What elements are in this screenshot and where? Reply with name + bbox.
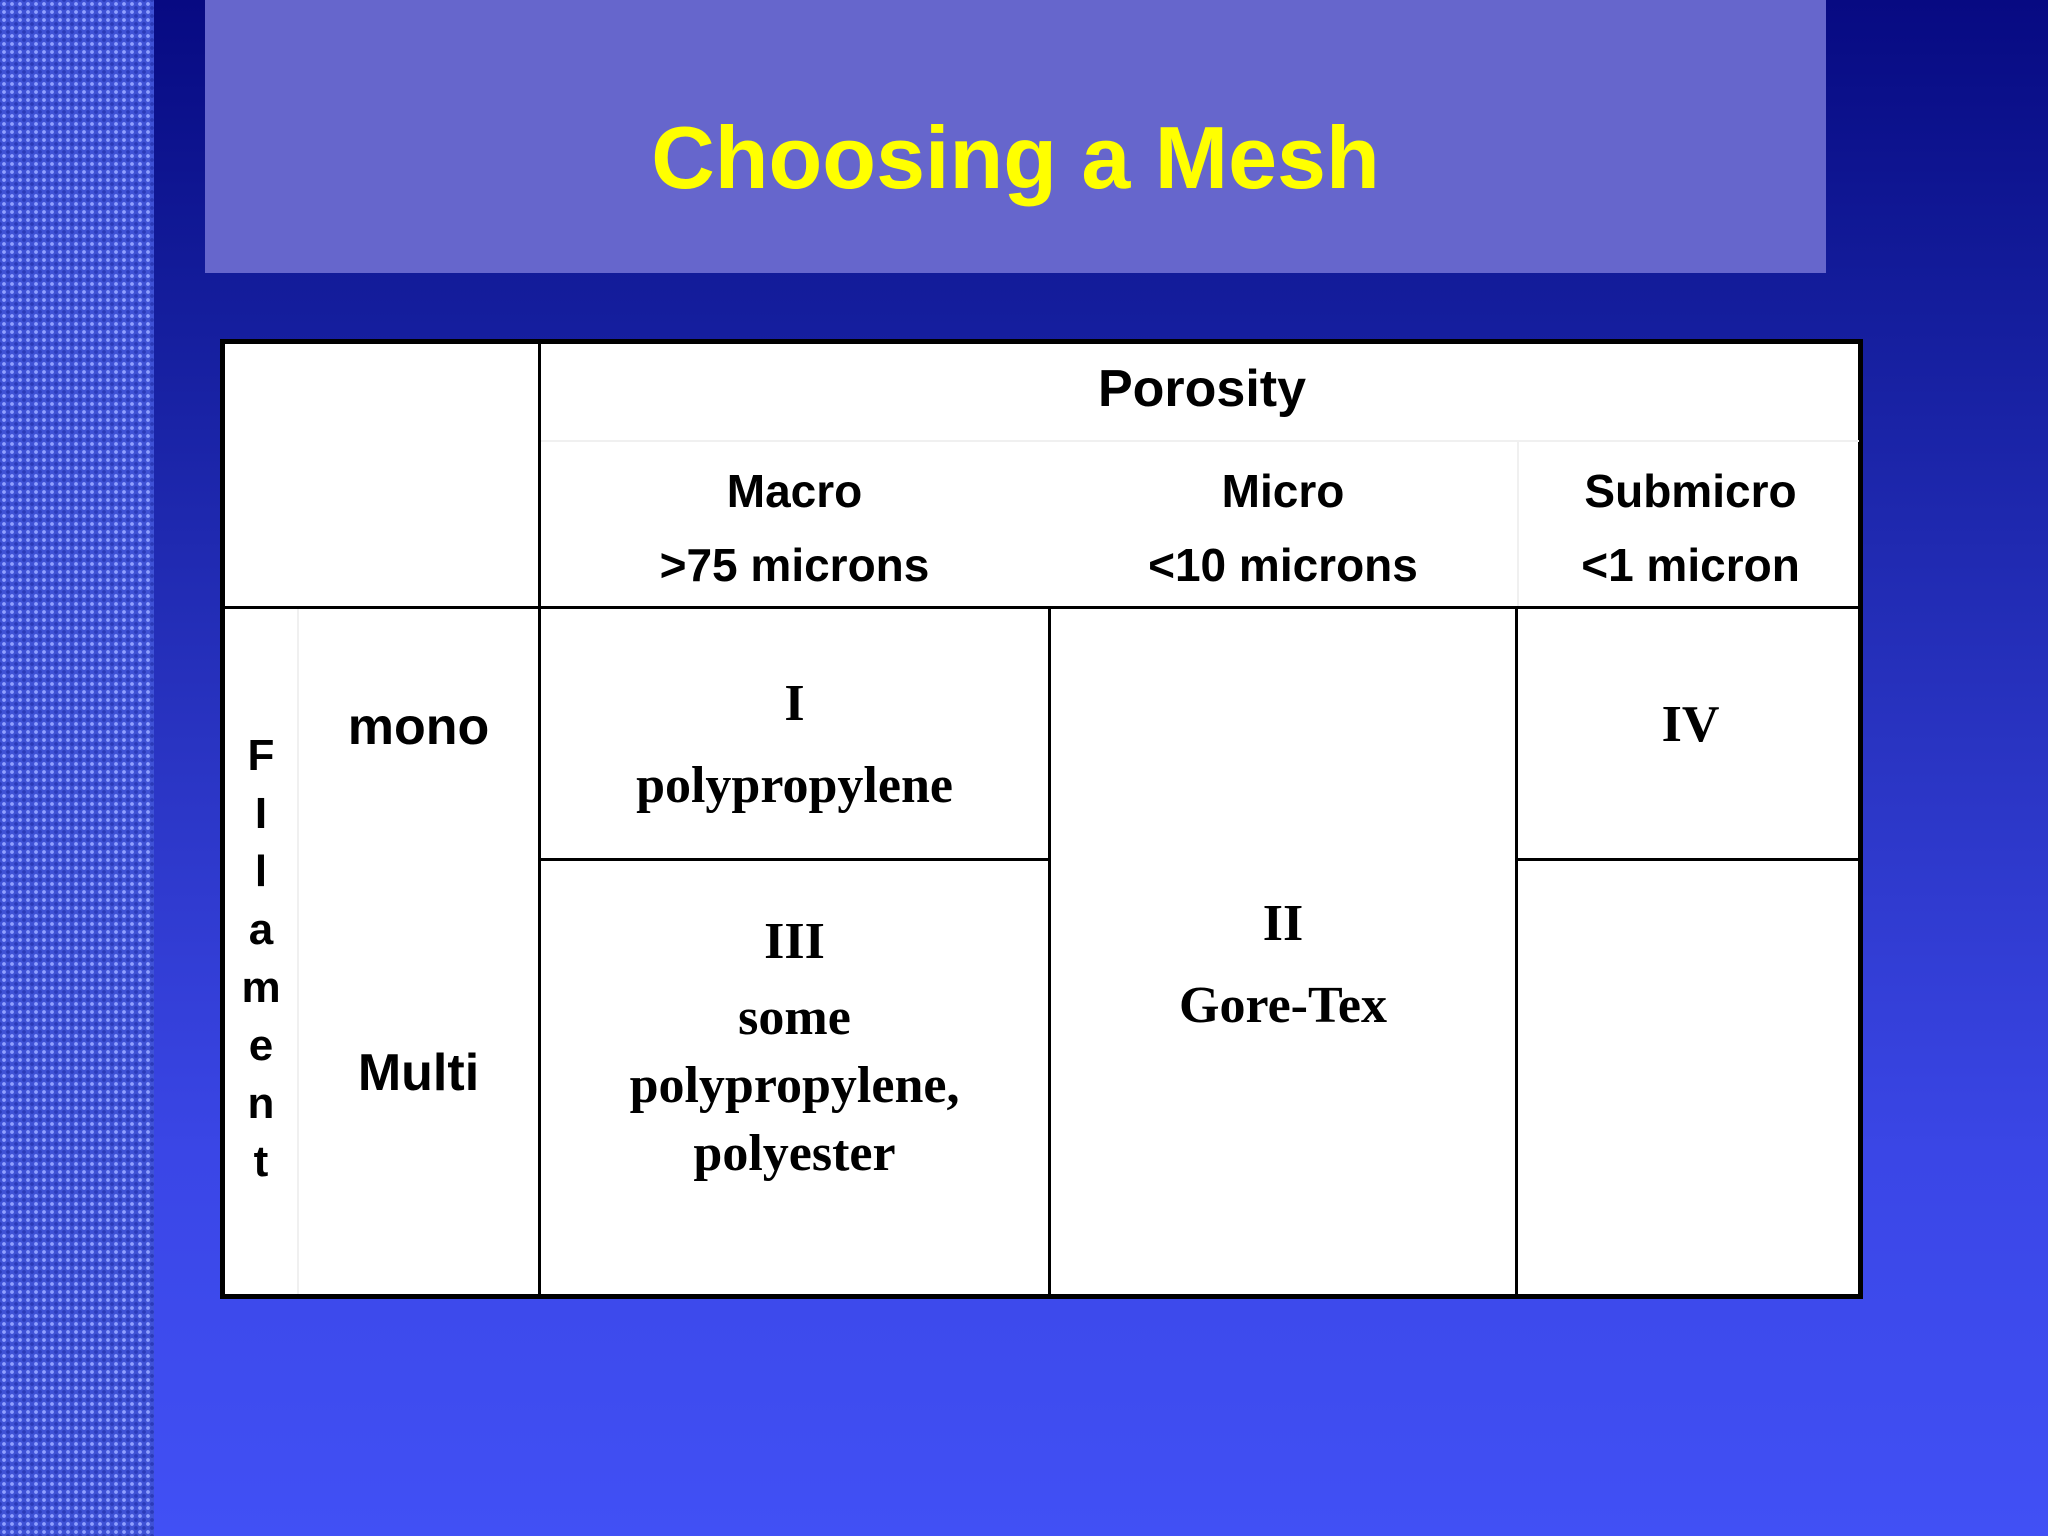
column-header-micro — [1051, 454, 1515, 602]
type-i-material: polypropylene — [636, 757, 953, 814]
type-iv-numeral: IV — [1661, 696, 1720, 753]
title-bar — [205, 0, 1826, 273]
column-size-submicro: <1 micron — [1581, 539, 1800, 591]
filament-letter: t — [253, 1137, 269, 1186]
filament-letter: l — [254, 847, 268, 896]
cell-type-i — [541, 662, 1048, 826]
column-header-submicro — [1518, 454, 1863, 602]
grid-line-submicro-row — [1517, 858, 1863, 861]
type-iii-line1: some — [738, 989, 851, 1046]
type-iii-line2: polypropylene, — [629, 1057, 960, 1114]
type-ii-numeral: II — [1262, 895, 1304, 952]
cell-type-iii — [541, 900, 1048, 1188]
slide-title: Choosing a Mesh — [651, 108, 1380, 207]
faint-divider-header — [539, 440, 1859, 442]
type-iii-numeral: III — [764, 913, 825, 970]
filament-letter: a — [248, 905, 274, 954]
filament-letter: F — [247, 731, 275, 780]
filament-vertical-label — [225, 727, 297, 1191]
decorative-side-strip — [0, 0, 154, 1536]
column-name-submicro: Submicro — [1584, 465, 1797, 517]
type-i-numeral: I — [784, 675, 805, 732]
type-iii-line3: polyester — [693, 1125, 896, 1182]
row-label-multi: Multi — [357, 1044, 480, 1102]
type-ii-material: Gore-Tex — [1179, 977, 1387, 1034]
row-label-mono: mono — [347, 698, 490, 756]
cell-type-ii — [1051, 882, 1515, 1046]
porosity-header: Porosity — [1097, 360, 1307, 418]
grid-line-header-bottom — [225, 606, 1863, 609]
mesh-classification-table — [220, 339, 1863, 1299]
column-header-macro — [541, 454, 1048, 602]
filament-letter: I — [254, 789, 268, 838]
column-size-micro: <10 microns — [1148, 539, 1418, 591]
grid-line-macro-row — [539, 858, 1049, 861]
filament-letter: e — [248, 1021, 274, 1070]
column-name-macro: Macro — [726, 465, 863, 517]
column-name-micro: Micro — [1221, 465, 1345, 517]
filament-letter: m — [241, 963, 281, 1012]
filament-letter: n — [247, 1079, 275, 1128]
column-size-macro: >75 microns — [659, 539, 930, 591]
